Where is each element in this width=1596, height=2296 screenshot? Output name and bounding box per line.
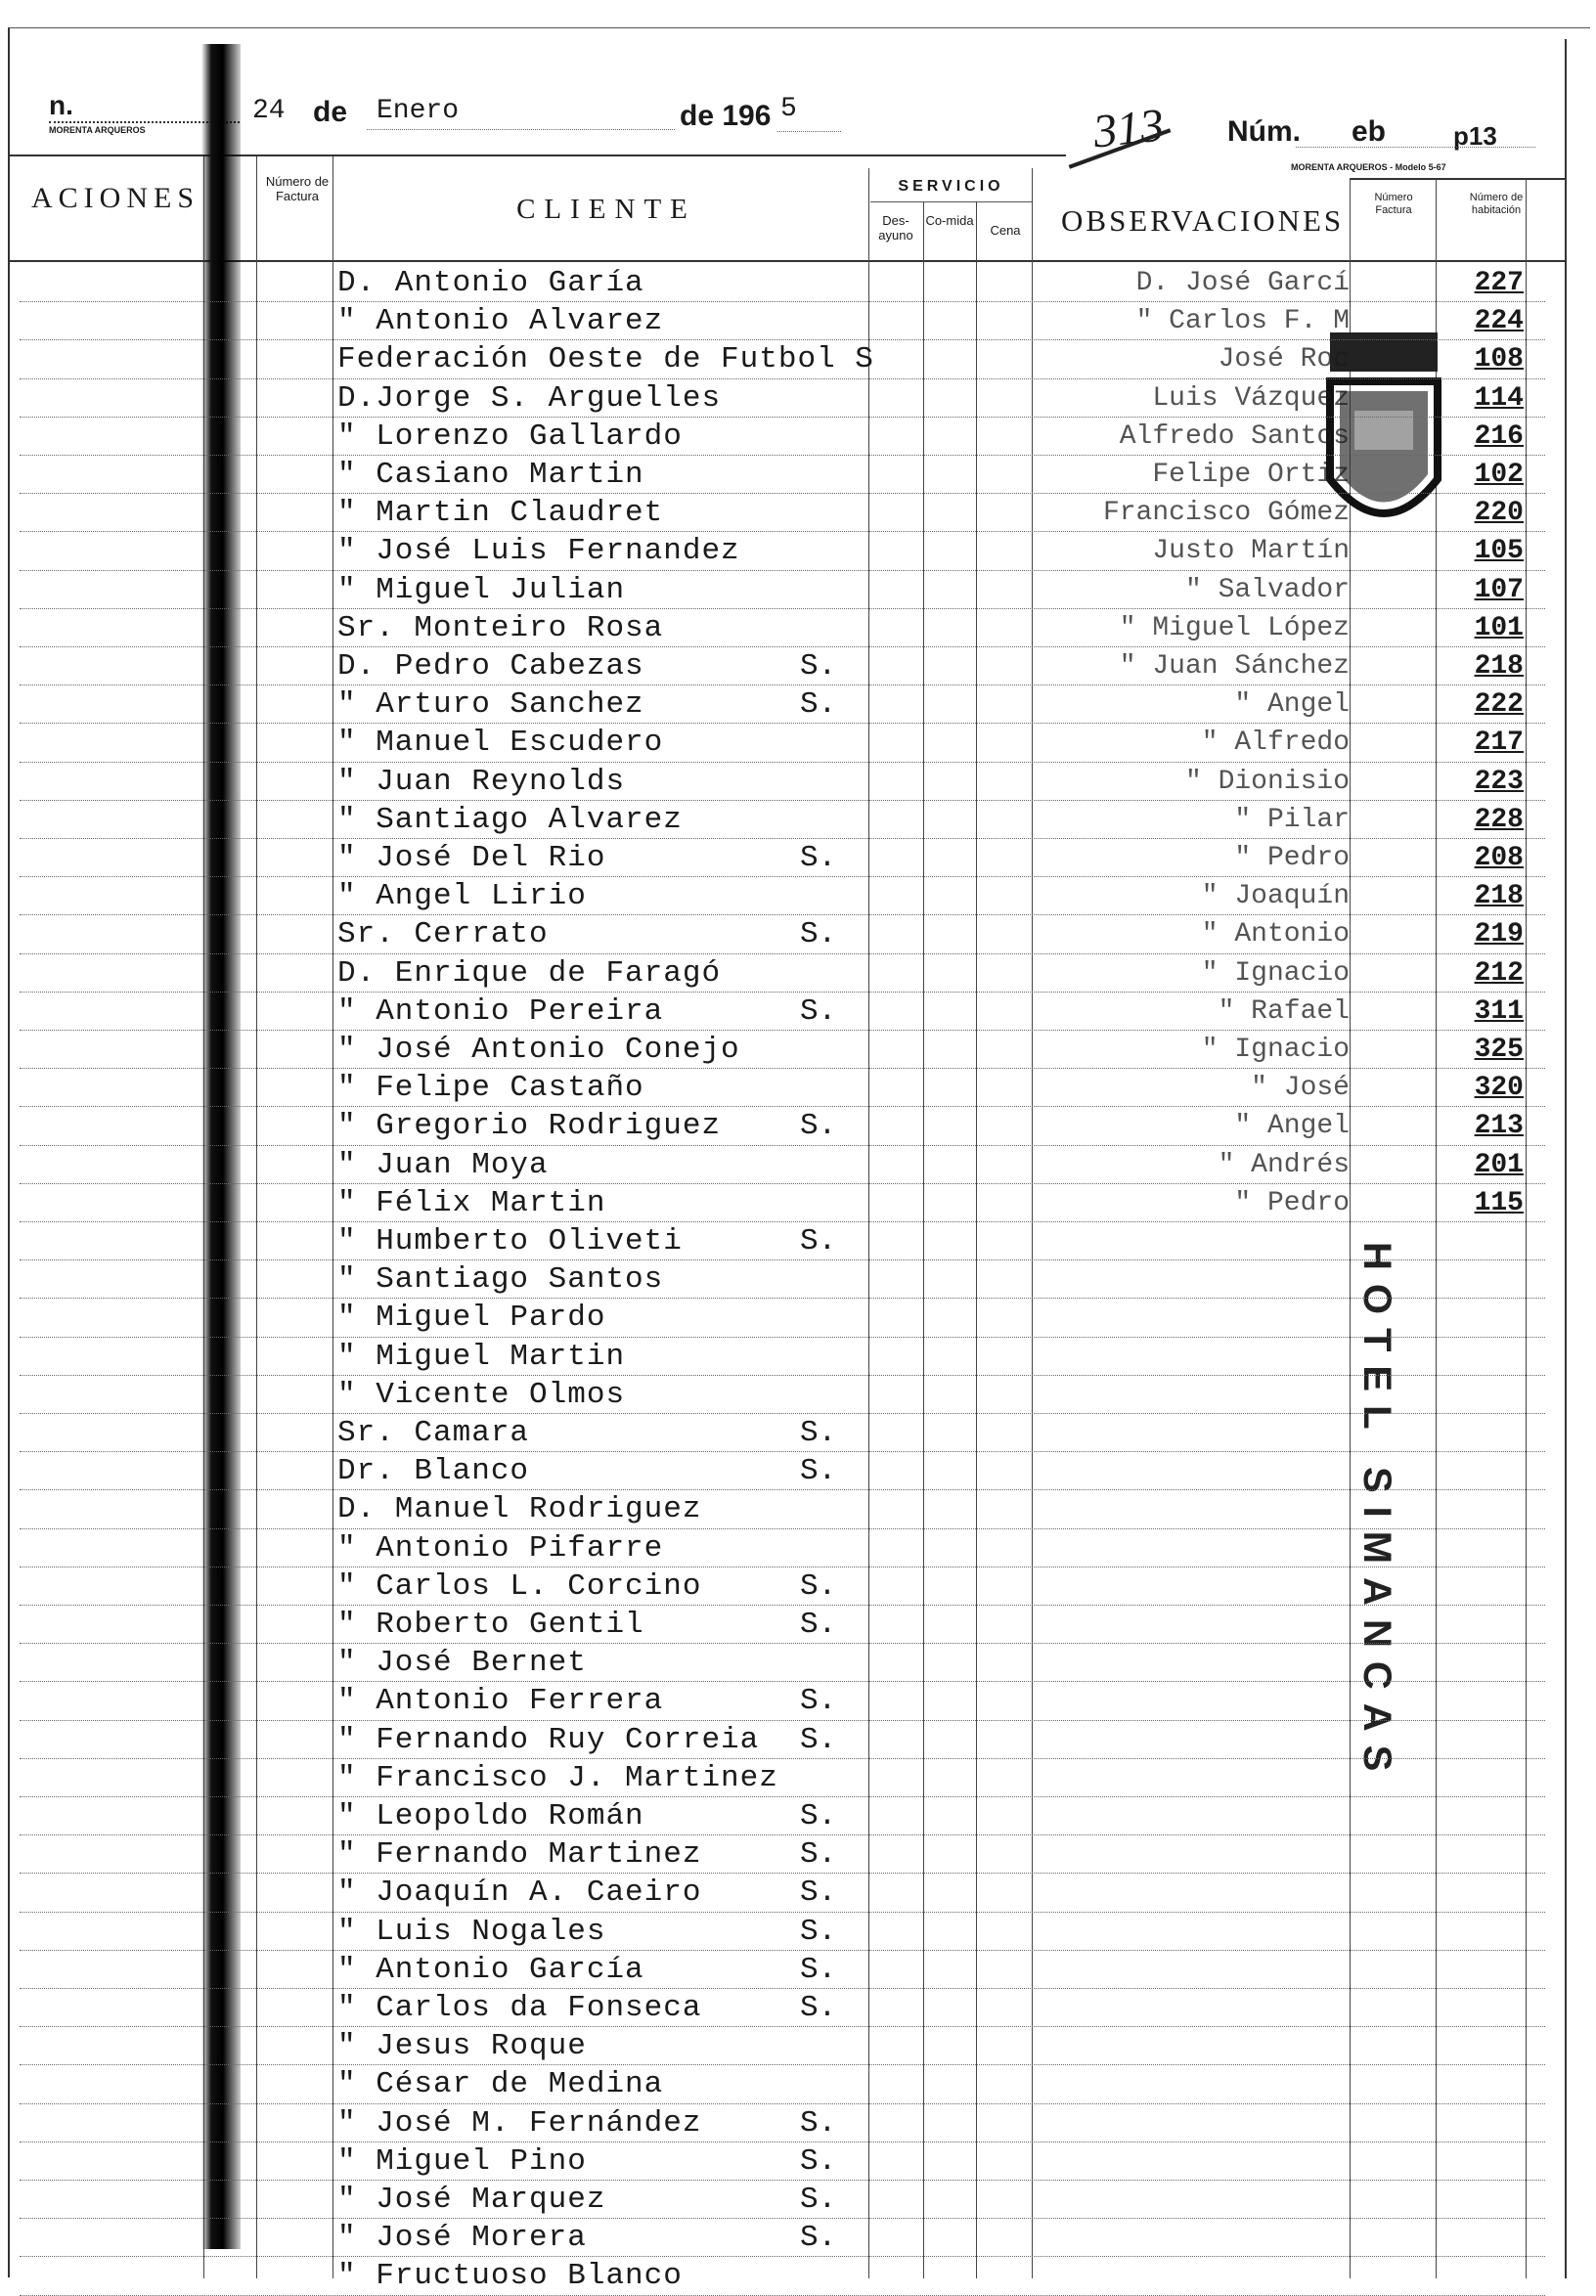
room-number: 107 <box>1474 574 1524 605</box>
client-name: Sr. Cerrato <box>337 917 549 952</box>
table-row <box>0 571 1596 609</box>
room-number: 219 <box>1474 919 1524 950</box>
client-name: " José Antonio Conejo <box>337 1033 740 1067</box>
client-name: " José Marquez <box>337 2183 606 2217</box>
table-row <box>0 1107 1596 1145</box>
observation-text: " Alfredo <box>1201 728 1350 759</box>
room-number: 201 <box>1474 1149 1524 1180</box>
table-row <box>0 915 1596 953</box>
client-name: " Manuel Escudero <box>337 726 664 761</box>
client-name: " Fructuoso Blanco <box>337 2259 683 2294</box>
client-name: " José M. Fernández <box>337 2105 702 2141</box>
client-name: " Antonio Pifarre <box>337 1530 664 1566</box>
service-mark: S. <box>800 649 837 684</box>
client-name: " Casiano Martin <box>337 458 644 492</box>
service-mark: S. <box>800 2183 837 2217</box>
col-observaciones: OBSERVACIONES <box>1061 203 1345 238</box>
client-name: " José Del Rio <box>337 841 606 875</box>
table-row <box>0 763 1596 801</box>
table-row <box>0 1069 1596 1107</box>
service-mark: S. <box>800 1799 837 1833</box>
client-name: Federación Oeste de Futbol S <box>337 342 874 377</box>
service-mark: S. <box>800 2143 837 2179</box>
col-right-numero: Número Factura <box>1374 192 1413 216</box>
room-number: 115 <box>1474 1187 1524 1218</box>
table-row <box>0 1299 1596 1337</box>
room-number: 320 <box>1474 1073 1524 1104</box>
client-name: " Félix Martin <box>337 1185 606 1220</box>
observation-text: " Antonio <box>1201 919 1350 950</box>
printer-left: MORENTA ARQUEROS <box>49 125 146 135</box>
observation-text: " Rafael <box>1218 995 1350 1027</box>
client-name: " Carlos L. Corcino <box>337 1568 702 1604</box>
room-number: 220 <box>1474 498 1524 529</box>
table-row <box>0 1644 1596 1682</box>
room-number: 101 <box>1474 612 1524 643</box>
client-name: " Joaquín A. Caeiro <box>337 1876 702 1911</box>
room-number: 311 <box>1474 995 1524 1027</box>
header-top-rule-right <box>1350 178 1565 180</box>
table-row <box>0 877 1596 915</box>
table-row <box>0 2142 1596 2181</box>
client-name: " Roberto Gentil <box>337 1608 644 1642</box>
table-row <box>0 1376 1596 1414</box>
observation-text: " Pedro <box>1234 1187 1350 1218</box>
observation-text: " Ignacio <box>1201 1035 1350 1065</box>
client-name: " Carlos da Fonseca <box>337 1991 702 2025</box>
table-row <box>0 1222 1596 1260</box>
service-mark: S. <box>800 917 837 952</box>
printer-right: MORENTA ARQUEROS - Modelo 5-67 <box>1291 162 1446 172</box>
client-name: " José Morera <box>337 2221 587 2256</box>
client-name: Sr. Camara <box>337 1416 530 1450</box>
table-row <box>0 2219 1596 2257</box>
table-row <box>0 1682 1596 1720</box>
client-name: " Humberto Oliveti <box>337 1224 683 1258</box>
observation-text: " Angel <box>1234 689 1350 721</box>
service-mark: S. <box>800 1876 837 1911</box>
table-row <box>0 2181 1596 2219</box>
client-name: " Vicente Olmos <box>337 1377 626 1412</box>
col-cena: Cena <box>990 223 1021 238</box>
room-number: 212 <box>1474 957 1524 989</box>
client-name: " Antonio Ferrera <box>337 1684 664 1719</box>
observation-text: Alfredo Santos <box>1119 420 1350 452</box>
service-mark: S. <box>800 1109 837 1144</box>
service-mark: S. <box>800 1416 837 1450</box>
service-mark: S. <box>800 1608 837 1642</box>
room-number: 208 <box>1474 843 1524 873</box>
table-row <box>0 418 1596 456</box>
client-name: " Gregorio Rodriguez <box>337 1109 722 1144</box>
client-name: " Miguel Pardo <box>337 1301 606 1336</box>
header-bottom-rule <box>8 260 1565 262</box>
table-row <box>0 494 1596 532</box>
table-row <box>0 532 1596 570</box>
table-row <box>0 1529 1596 1567</box>
observation-text: Luis Vázquez <box>1152 382 1350 414</box>
room-number: 217 <box>1474 728 1524 759</box>
client-name: " César de Medina <box>337 2067 664 2102</box>
table-row <box>0 647 1596 685</box>
service-sub-rule <box>870 201 1032 202</box>
client-name: " José Bernet <box>337 1646 587 1681</box>
client-name: " Miguel Martin <box>337 1339 626 1374</box>
service-mark: S. <box>800 2221 837 2256</box>
observation-text: " Pilar <box>1234 804 1350 835</box>
col-desayuno: Des-ayuno <box>878 213 913 243</box>
observation-text: " Carlos F. M <box>1135 306 1350 337</box>
client-name: " Fernando Ruy Correia <box>337 1722 760 1757</box>
table-row <box>0 954 1596 993</box>
observation-text: " José <box>1251 1073 1350 1104</box>
table-row <box>0 724 1596 762</box>
service-mark: S. <box>800 1914 837 1949</box>
client-name: D. Pedro Cabezas <box>337 649 644 684</box>
client-name: " Lorenzo Gallardo <box>337 419 683 454</box>
service-mark: S. <box>800 2105 837 2141</box>
client-name: Dr. Blanco <box>337 1454 530 1489</box>
room-number: 216 <box>1474 420 1524 452</box>
table-row <box>0 1721 1596 1759</box>
client-name: " Miguel Julian <box>337 572 626 607</box>
client-name: " Juan Reynolds <box>337 764 626 799</box>
col-left-title: ACIONES <box>31 182 200 214</box>
year-rule <box>777 131 841 132</box>
table-row <box>0 1260 1596 1299</box>
table-row <box>0 1913 1596 1951</box>
table-row <box>0 1567 1596 1606</box>
client-name: " Leopoldo Román <box>337 1799 644 1833</box>
room-number: 114 <box>1474 382 1524 414</box>
col-comida: Co-mida <box>925 213 974 228</box>
client-name: " Fernando Martinez <box>337 1837 702 1873</box>
table-row <box>0 1759 1596 1797</box>
client-name: " Santiago Santos <box>337 1262 664 1298</box>
client-name: D. Antonio Garía <box>337 266 644 300</box>
table-row <box>0 302 1596 340</box>
service-mark: S. <box>800 1684 837 1719</box>
client-name: " Antonio Alvarez <box>337 304 664 339</box>
header-day: 24 <box>252 96 286 126</box>
table-row <box>0 1452 1596 1490</box>
num-rule <box>1296 147 1535 148</box>
room-number: 223 <box>1474 766 1524 797</box>
client-name: Sr. Monteiro Rosa <box>337 610 664 645</box>
table-row <box>0 609 1596 647</box>
table-row <box>0 1797 1596 1835</box>
room-number: 218 <box>1474 651 1524 682</box>
client-name: " Miguel Pino <box>337 2143 587 2179</box>
table-row <box>0 839 1596 877</box>
num-value: eb <box>1352 115 1387 148</box>
room-number: 105 <box>1474 536 1524 567</box>
col-client: CLIENTE <box>516 194 696 225</box>
client-name: " Luis Nogales <box>337 1914 606 1949</box>
service-mark: S. <box>800 1837 837 1873</box>
table-row <box>0 993 1596 1031</box>
client-name: " Angel Lirio <box>337 879 587 914</box>
table-row <box>0 2027 1596 2065</box>
header-year-digit: 5 <box>780 94 797 124</box>
table-row <box>0 1835 1596 1874</box>
table-row <box>0 264 1596 302</box>
client-name: D.Jorge S. Arguelles <box>337 380 722 416</box>
room-number: 213 <box>1474 1111 1524 1142</box>
table-row <box>0 2257 1596 2295</box>
table-row <box>0 2065 1596 2103</box>
client-name: " Antonio García <box>337 1952 644 1987</box>
num-label: Núm. <box>1227 115 1301 148</box>
observation-text: D. José Garcí <box>1135 268 1350 298</box>
table-row <box>0 1989 1596 2027</box>
observation-text: Felipe Ortiz <box>1152 460 1350 490</box>
table-row <box>0 1951 1596 1989</box>
client-name: " Santiago Alvarez <box>337 802 683 837</box>
observation-text: " Angel <box>1234 1111 1350 1142</box>
room-number: 228 <box>1474 804 1524 835</box>
table-row <box>0 1146 1596 1184</box>
client-name: " Juan Moya <box>337 1147 549 1182</box>
observation-text: Francisco Gómez <box>1102 498 1350 529</box>
service-mark: S. <box>800 687 837 723</box>
client-name: " Arturo Sanchez <box>337 687 644 723</box>
room-number: 325 <box>1474 1035 1524 1065</box>
header-top-rule <box>8 155 1066 156</box>
observation-text: " Andrés <box>1218 1149 1350 1180</box>
service-mark: S. <box>800 1991 837 2025</box>
service-mark: S. <box>800 1952 837 1987</box>
table-row <box>0 1338 1596 1376</box>
observation-text: Justo Martín <box>1152 536 1350 567</box>
client-name: " Martin Claudret <box>337 496 664 531</box>
room-number: 227 <box>1474 268 1524 298</box>
header-de: de <box>313 96 348 128</box>
sheet-number: 313 <box>1090 99 1167 158</box>
observation-text: " Pedro <box>1234 843 1350 873</box>
client-name: " Antonio Pereira <box>337 993 664 1029</box>
table-row <box>0 1184 1596 1222</box>
observation-text: " Dionisio <box>1184 766 1350 797</box>
table-row <box>0 456 1596 494</box>
service-mark: S. <box>800 841 837 875</box>
row-rule <box>20 2295 1545 2296</box>
observation-text: " Joaquín <box>1201 881 1350 912</box>
table-row <box>0 1490 1596 1528</box>
room-number: 108 <box>1474 344 1524 375</box>
col-service: SERVICIO <box>898 178 1004 195</box>
table-row <box>0 340 1596 378</box>
table-row <box>0 801 1596 839</box>
col-invoice-number: Número de Factura <box>265 174 330 203</box>
num-value-2: p13 <box>1453 121 1497 151</box>
service-mark: S. <box>800 1568 837 1604</box>
service-mark: S. <box>800 1722 837 1757</box>
room-number: 218 <box>1474 881 1524 912</box>
month-rule <box>367 129 675 130</box>
observation-text: " Juan Sánchez <box>1119 651 1350 682</box>
room-number: 222 <box>1474 689 1524 721</box>
service-mark: S. <box>800 1224 837 1258</box>
room-number: 102 <box>1474 460 1524 490</box>
table-row <box>0 379 1596 418</box>
client-name: " Francisco J. Martinez <box>337 1760 778 1795</box>
client-name: " Jesus Roque <box>337 2029 587 2064</box>
observation-text: José Roc <box>1218 344 1350 375</box>
observation-text: " Salvador <box>1184 574 1350 605</box>
client-name: " José Luis Fernandez <box>337 534 740 569</box>
table-row <box>0 1874 1596 1912</box>
observation-text: " Miguel López <box>1119 612 1350 643</box>
table-row <box>0 2104 1596 2142</box>
table-row <box>0 1031 1596 1069</box>
service-mark: S. <box>800 1454 837 1489</box>
header-year-prefix: de 196 <box>680 100 772 132</box>
client-name: D. Enrique de Faragó <box>337 955 722 991</box>
client-name: " Felipe Castaño <box>337 1071 644 1106</box>
col-right-numero-2: Número de habitación <box>1469 192 1524 216</box>
table-row <box>0 1606 1596 1644</box>
room-number: 224 <box>1474 306 1524 337</box>
client-name: D. Manuel Rodriguez <box>337 1492 702 1527</box>
header-month: Enero <box>377 96 460 126</box>
observation-text: " Ignacio <box>1201 957 1350 989</box>
table-row <box>0 1414 1596 1452</box>
stamp-vertical-text: HOTEL SIMANCAS <box>1355 1242 1398 1786</box>
header-left-fragment: n. <box>49 90 73 120</box>
table-row <box>0 685 1596 724</box>
service-mark: S. <box>800 993 837 1029</box>
